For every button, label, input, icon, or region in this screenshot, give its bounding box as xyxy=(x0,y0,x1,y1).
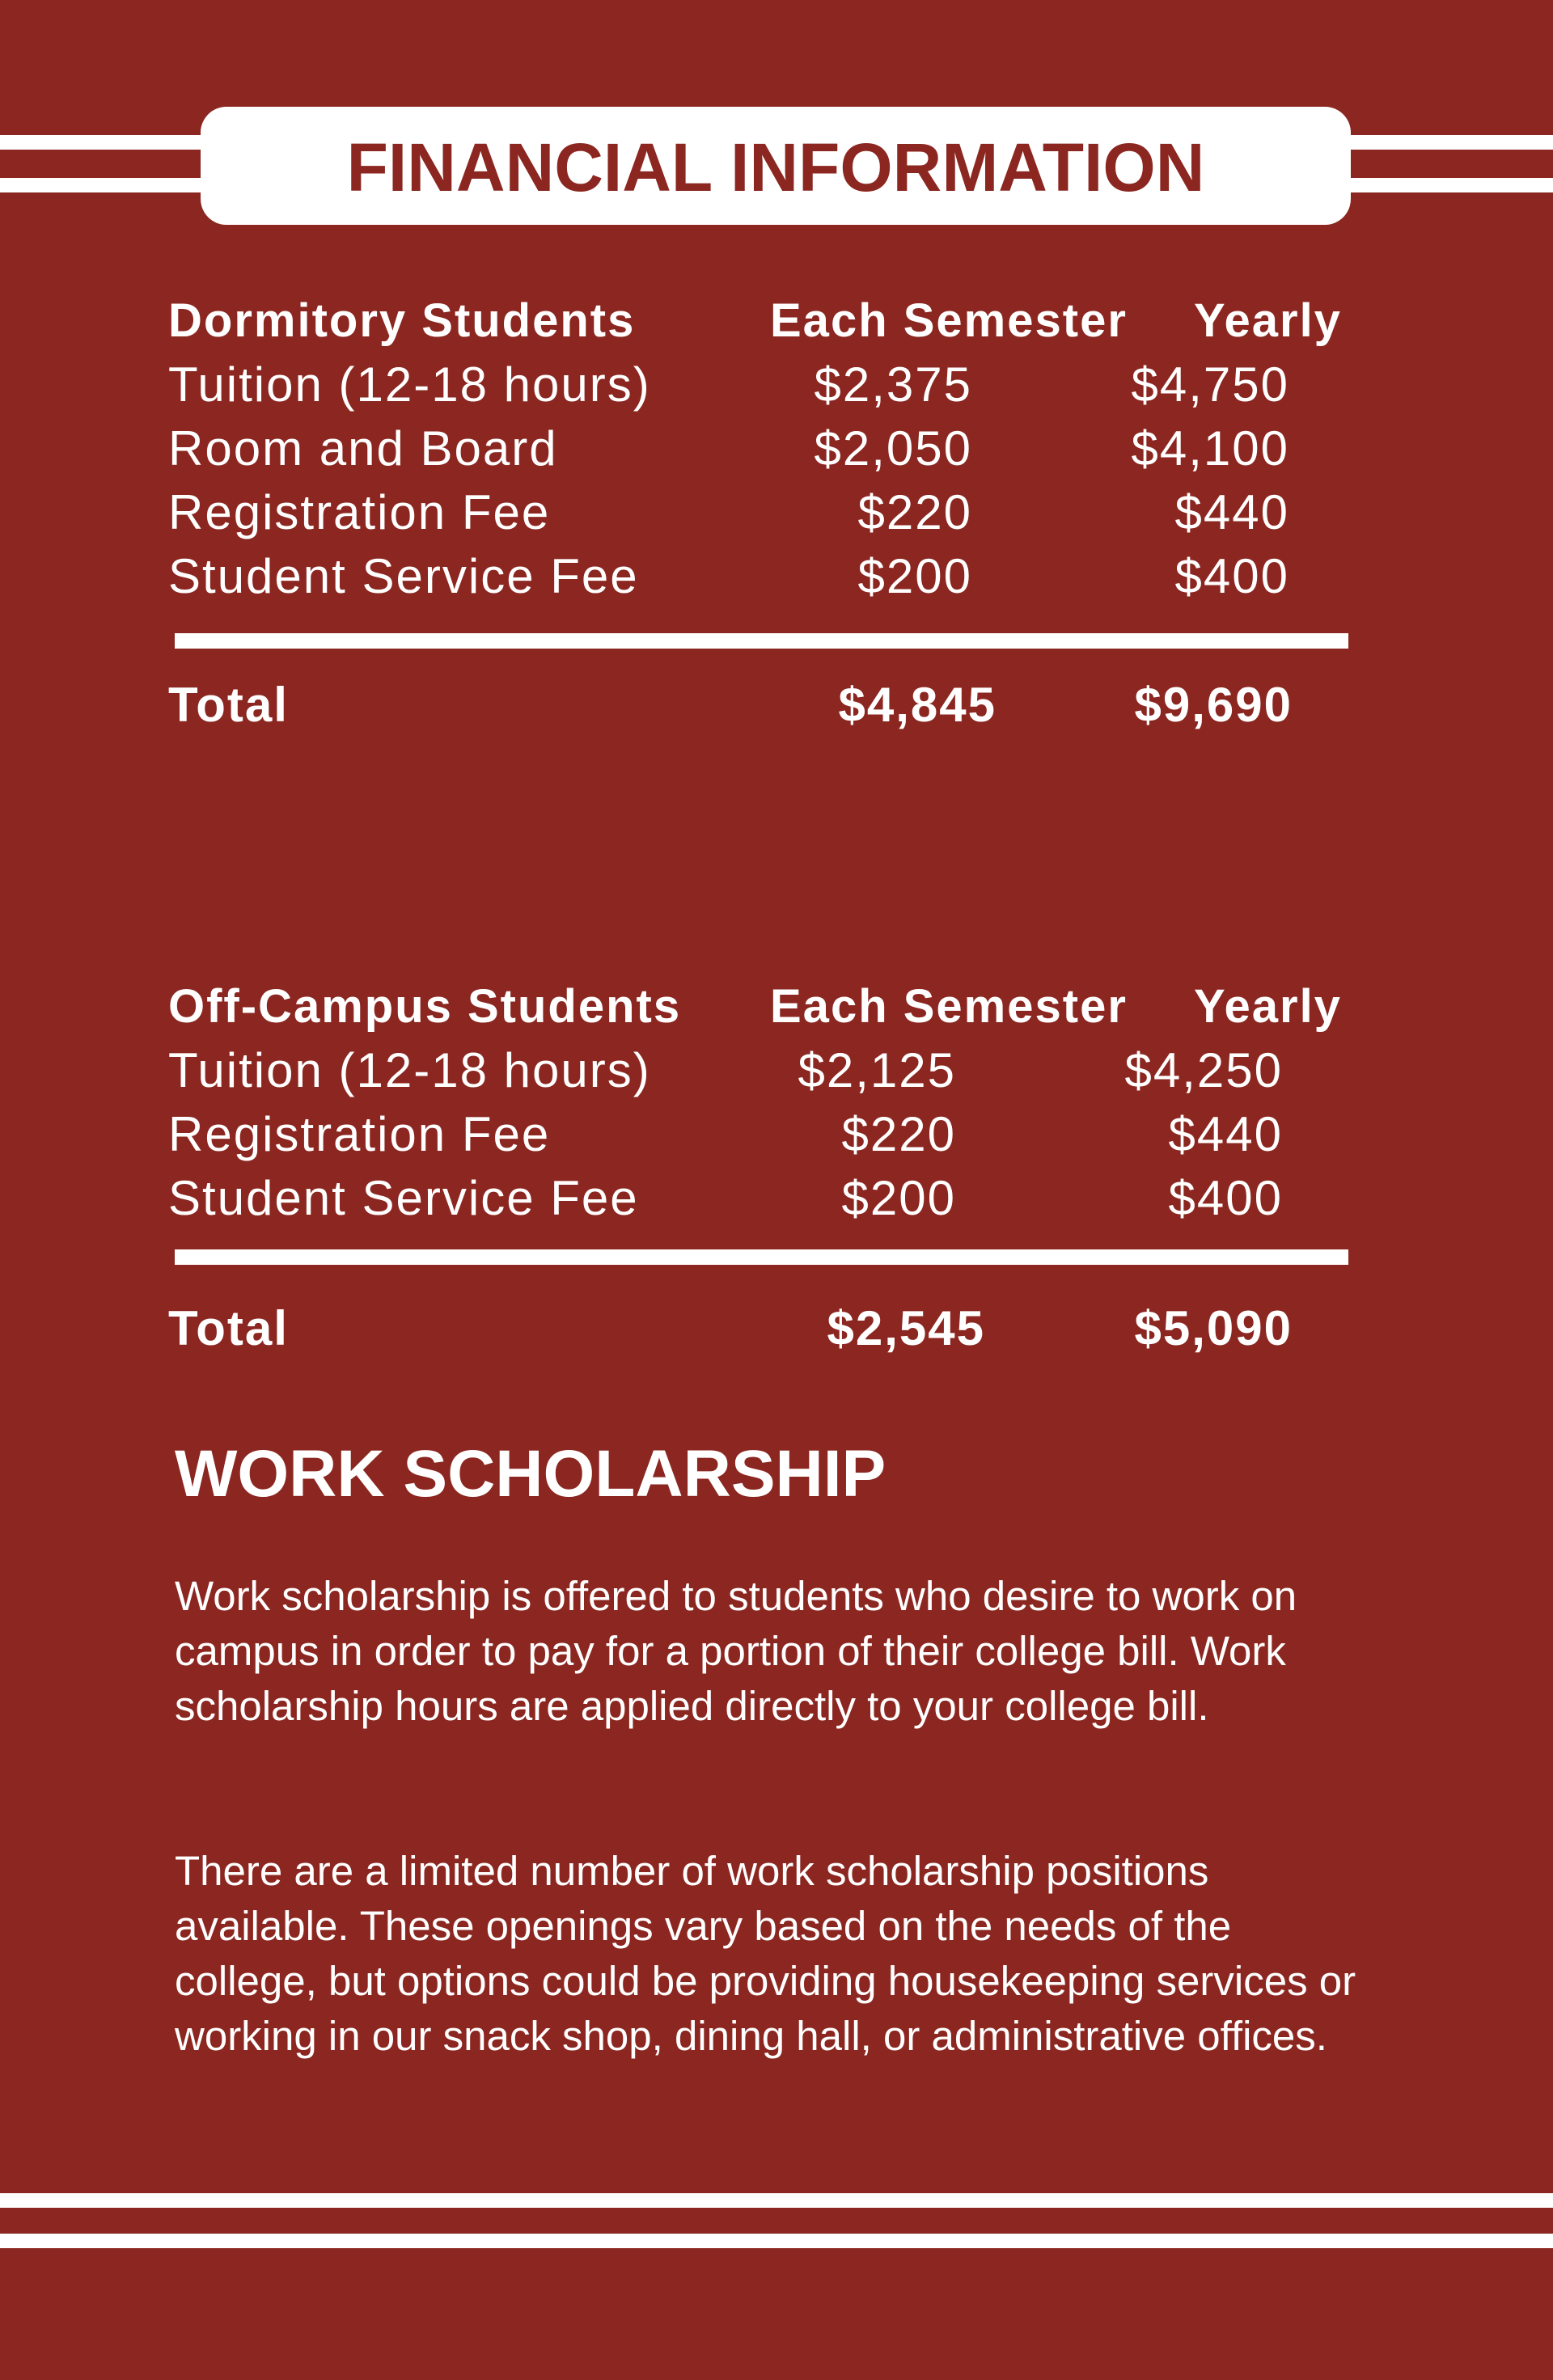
total-yearly-value: $9,690 xyxy=(1134,678,1293,732)
dormitory-total xyxy=(168,673,1373,737)
column-header-category: Off-Campus Students xyxy=(168,980,682,1033)
off-campus-total xyxy=(168,1296,1373,1360)
row-semester-value: $200 xyxy=(841,1171,956,1225)
row-yearly-value: $440 xyxy=(1168,1107,1283,1161)
row-label: Room and Board xyxy=(168,421,558,476)
row-label: Tuition (12-18 hours) xyxy=(168,1043,651,1097)
total-yearly-value: $5,090 xyxy=(1134,1301,1293,1355)
row-semester-value: $200 xyxy=(857,549,972,603)
column-header-category: Dormitory Students xyxy=(168,294,636,347)
row-yearly-value: $400 xyxy=(1168,1171,1283,1225)
row-semester-value: $2,125 xyxy=(798,1043,956,1097)
row-yearly-value: $4,250 xyxy=(1124,1043,1283,1097)
table-row xyxy=(168,1038,1373,1102)
row-label: Registration Fee xyxy=(168,1107,551,1161)
row-yearly-value: $400 xyxy=(1174,549,1289,603)
total-label: Total xyxy=(168,678,289,732)
row-label: Student Service Fee xyxy=(168,549,639,603)
page-title: FINANCIAL INFORMATION xyxy=(346,129,1205,205)
bottom-stripe-upper xyxy=(0,2193,1553,2208)
off-campus-total-divider xyxy=(175,1249,1348,1265)
table-header-row xyxy=(168,289,1373,353)
table-row xyxy=(168,353,1373,416)
row-label: Registration Fee xyxy=(168,485,551,539)
dormitory-total-divider xyxy=(175,633,1348,649)
column-header-yearly: Yearly xyxy=(1194,294,1342,347)
row-semester-value: $220 xyxy=(841,1107,956,1161)
off-campus-table xyxy=(168,974,1373,1230)
row-label: Tuition (12-18 hours) xyxy=(168,357,651,412)
total-label: Total xyxy=(168,1301,289,1355)
table-header-row xyxy=(168,974,1373,1038)
paragraph: Work scholarship is offered to students who desire to work on campus in order to pay for a portion of their college bill. Work scholarship hours are applied directly to your college bill. xyxy=(175,1573,1297,1729)
total-row xyxy=(168,1296,1373,1360)
total-semester-value: $4,845 xyxy=(838,678,997,732)
column-header-semester: Each Semester xyxy=(770,294,1128,347)
table-row xyxy=(168,416,1373,480)
row-yearly-value: $440 xyxy=(1174,485,1289,539)
table-row xyxy=(168,1102,1373,1166)
row-semester-value: $220 xyxy=(857,485,972,539)
row-semester-value: $2,050 xyxy=(814,421,972,476)
row-semester-value: $2,375 xyxy=(814,357,972,412)
bottom-stripe-lower xyxy=(0,2234,1553,2248)
total-semester-value: $2,545 xyxy=(827,1301,985,1355)
table-row xyxy=(168,480,1373,544)
row-label: Student Service Fee xyxy=(168,1171,639,1225)
dormitory-table xyxy=(168,289,1373,608)
paragraph: There are a limited number of work scholarship positions available. These openings vary based on the needs of the college, but options could be providing housekeeping services or working in our snack shop, dining hall, or administrative offices. xyxy=(175,1848,1356,2059)
title-banner xyxy=(201,107,1351,225)
row-yearly-value: $4,750 xyxy=(1131,357,1289,412)
row-yearly-value: $4,100 xyxy=(1131,421,1289,476)
total-row xyxy=(168,673,1373,737)
table-row xyxy=(168,1166,1373,1230)
table-row xyxy=(168,544,1373,608)
column-header-yearly: Yearly xyxy=(1194,980,1342,1033)
section-heading: WORK SCHOLARSHIP xyxy=(175,1437,887,1511)
column-header-semester: Each Semester xyxy=(770,980,1128,1033)
